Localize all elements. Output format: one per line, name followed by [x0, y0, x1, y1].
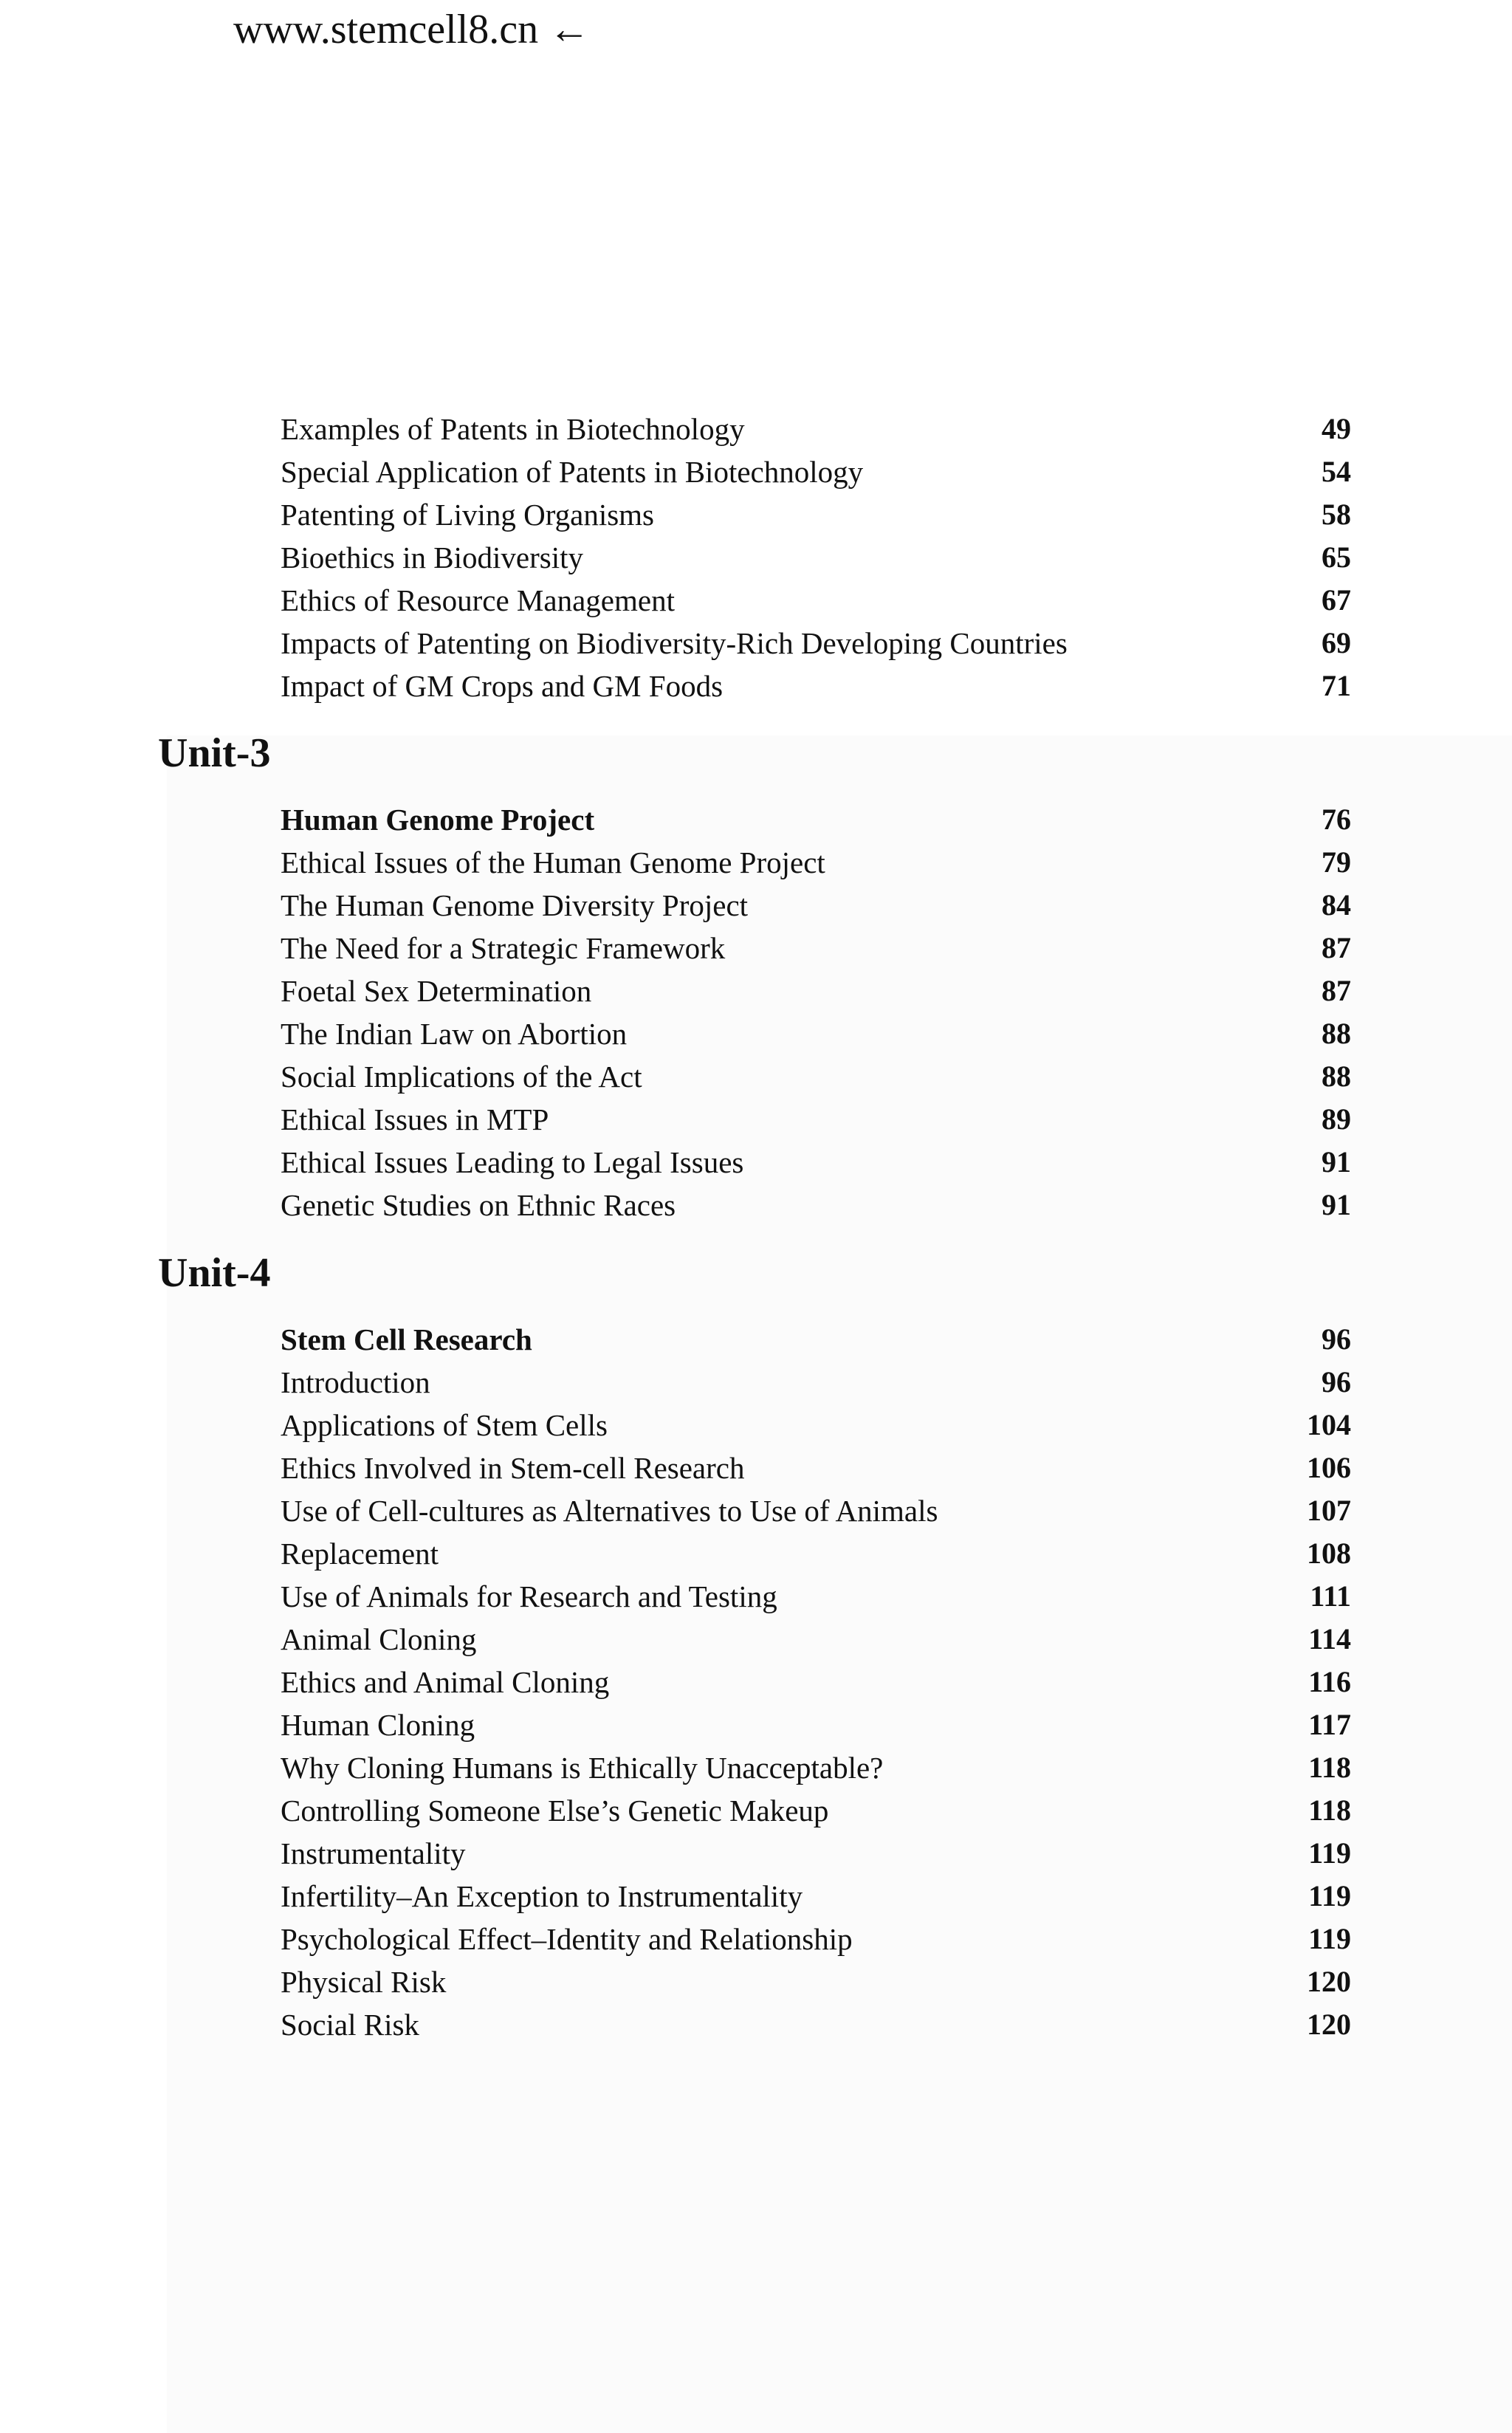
toc-entry-page-number: 87	[1322, 931, 1351, 964]
toc-entry-page-number: 96	[1322, 1365, 1351, 1399]
toc-entry-title: Infertility–An Exception to Instrumentality	[281, 1879, 803, 1913]
toc-entry-page-number: 58	[1322, 498, 1351, 531]
toc-entry	[281, 1404, 1351, 1447]
toc-entry	[281, 408, 1351, 450]
toc-entry-title: Ethics and Animal Cloning	[281, 1665, 610, 1699]
toc-entry-page-number: 118	[1308, 1751, 1351, 1784]
toc-entry-page-number: 106	[1307, 1451, 1351, 1484]
toc-entry-title: Introduction	[281, 1365, 430, 1399]
toc-entry	[281, 1789, 1351, 1832]
toc-entry	[281, 1703, 1351, 1746]
toc-entry-page-number: 119	[1308, 1836, 1351, 1870]
toc-entry-page-number: 114	[1308, 1622, 1351, 1655]
toc-entry	[281, 450, 1351, 493]
toc-entry-title: Stem Cell Research	[281, 1322, 532, 1356]
toc-entry	[281, 1141, 1351, 1184]
toc-entry	[281, 1361, 1351, 1404]
toc-entry-title: Special Application of Patents in Biotechnology	[281, 455, 864, 489]
toc-entry-title: Impact of GM Crops and GM Foods	[281, 669, 724, 703]
toc-entry-page-number: 120	[1307, 1965, 1351, 1998]
toc-entry-title: Controlling Someone Else’s Genetic Makeup	[281, 1794, 829, 1828]
toc-entry-title: Genetic Studies on Ethnic Races	[281, 1188, 676, 1222]
toc-entry-title: Human Genome Project	[281, 803, 595, 837]
toc-entry	[281, 927, 1351, 970]
toc-entry-page-number: 104	[1307, 1408, 1351, 1441]
toc-entry	[281, 1918, 1351, 1960]
toc-entry	[281, 970, 1351, 1012]
toc-entry	[281, 1746, 1351, 1789]
toc-entry-title: Animal Cloning	[281, 1622, 477, 1656]
toc-entry-title: Ethical Issues Leading to Legal Issues	[281, 1145, 744, 1179]
toc-entry	[281, 493, 1351, 536]
toc-entry	[281, 2003, 1351, 2046]
toc-entry-title: Psychological Effect–Identity and Relationship	[281, 1922, 853, 1956]
unit-3-heading: Unit-3	[158, 730, 271, 776]
toc-entry	[281, 536, 1351, 579]
toc-group-unit-4	[281, 1318, 1351, 2046]
toc-entry-title: Impacts of Patenting on Biodiversity-Rich Developing Countries	[281, 626, 1068, 660]
toc-entry	[281, 1098, 1351, 1141]
toc-entry-title: Physical Risk	[281, 1965, 447, 1999]
toc-entry-page-number: 120	[1307, 2008, 1351, 2041]
toc-entry-title: Ethics Involved in Stem-cell Research	[281, 1451, 745, 1485]
toc-entry-title: Ethical Issues in MTP	[281, 1102, 549, 1136]
toc-group-unit-3	[281, 798, 1351, 1226]
toc-entry-page-number: 67	[1322, 583, 1351, 617]
toc-entry-page-number: 87	[1322, 974, 1351, 1007]
toc-entry-page-number: 117	[1308, 1708, 1351, 1741]
toc-entry-page-number: 88	[1322, 1060, 1351, 1093]
toc-entry-title: Use of Animals for Research and Testing	[281, 1579, 777, 1613]
watermark-url: www.stemcell8.cn ←	[233, 7, 591, 52]
toc-entry-page-number: 76	[1322, 803, 1351, 836]
toc-entry-title: The Indian Law on Abortion	[281, 1017, 628, 1051]
toc-entry	[281, 665, 1351, 707]
toc-entry-title: Patenting of Living Organisms	[281, 498, 655, 532]
toc-entry	[281, 884, 1351, 927]
toc-entry	[281, 1618, 1351, 1661]
toc-entry	[281, 1661, 1351, 1703]
toc-entry-page-number: 54	[1322, 455, 1351, 488]
toc-entry-page-number: 91	[1322, 1188, 1351, 1221]
toc-entry	[281, 1960, 1351, 2003]
toc-entry-page-number: 91	[1322, 1145, 1351, 1178]
toc-entry	[281, 622, 1351, 665]
toc-entry-page-number: 107	[1307, 1494, 1351, 1527]
toc-entry-page-number: 88	[1322, 1017, 1351, 1050]
toc-entry	[281, 1318, 1351, 1361]
toc-entry-page-number: 65	[1322, 541, 1351, 574]
toc-entry-title: Foetal Sex Determination	[281, 974, 592, 1008]
toc-entry	[281, 1575, 1351, 1618]
toc-entry-title: The Human Genome Diversity Project	[281, 888, 749, 922]
toc-entry-title: Social Implications of the Act	[281, 1060, 642, 1094]
toc-entry-title: Bioethics in Biodiversity	[281, 541, 583, 574]
unit-4-heading: Unit-4	[158, 1250, 271, 1296]
toc-entry-page-number: 119	[1308, 1879, 1351, 1912]
toc-entry	[281, 1489, 1351, 1532]
toc-entry	[281, 1447, 1351, 1489]
toc-entry	[281, 1012, 1351, 1055]
toc-entry-page-number: 79	[1322, 845, 1351, 879]
toc-entry	[281, 1055, 1351, 1098]
toc-entry-title: Examples of Patents in Biotechnology	[281, 412, 745, 446]
toc-entry-title: The Need for a Strategic Framework	[281, 931, 726, 965]
toc-entry	[281, 798, 1351, 841]
toc-entry	[281, 1875, 1351, 1918]
toc-entry-title: Ethics of Resource Management	[281, 583, 675, 617]
toc-entry-page-number: 116	[1308, 1665, 1351, 1698]
toc-entry-page-number: 96	[1322, 1322, 1351, 1356]
toc-entry-title: Replacement	[281, 1537, 439, 1571]
toc-entry-page-number: 118	[1308, 1794, 1351, 1827]
toc-entry-page-number: 84	[1322, 888, 1351, 922]
toc-entry	[281, 1532, 1351, 1575]
toc-entry-page-number: 89	[1322, 1102, 1351, 1136]
toc-entry	[281, 1832, 1351, 1875]
toc-entry-page-number: 49	[1322, 412, 1351, 445]
toc-group-unit-2-continued	[281, 408, 1351, 707]
toc-entry-page-number: 111	[1310, 1579, 1351, 1613]
toc-entry	[281, 579, 1351, 622]
toc-entry-title: Instrumentality	[281, 1836, 466, 1870]
toc-entry-title: Applications of Stem Cells	[281, 1408, 608, 1442]
toc-entry-title: Social Risk	[281, 2008, 419, 2042]
toc-entry-title: Use of Cell-cultures as Alternatives to Use of Animals	[281, 1494, 938, 1528]
toc-entry-page-number: 69	[1322, 626, 1351, 659]
toc-entry-page-number: 71	[1322, 669, 1351, 702]
toc-entry-page-number: 108	[1307, 1537, 1351, 1570]
toc-entry	[281, 841, 1351, 884]
toc-entry-title: Human Cloning	[281, 1708, 475, 1742]
toc-entry-title: Why Cloning Humans is Ethically Unacceptable?	[281, 1751, 884, 1785]
toc-entry	[281, 1184, 1351, 1226]
toc-entry-page-number: 119	[1308, 1922, 1351, 1955]
toc-entry-title: Ethical Issues of the Human Genome Project	[281, 845, 825, 879]
